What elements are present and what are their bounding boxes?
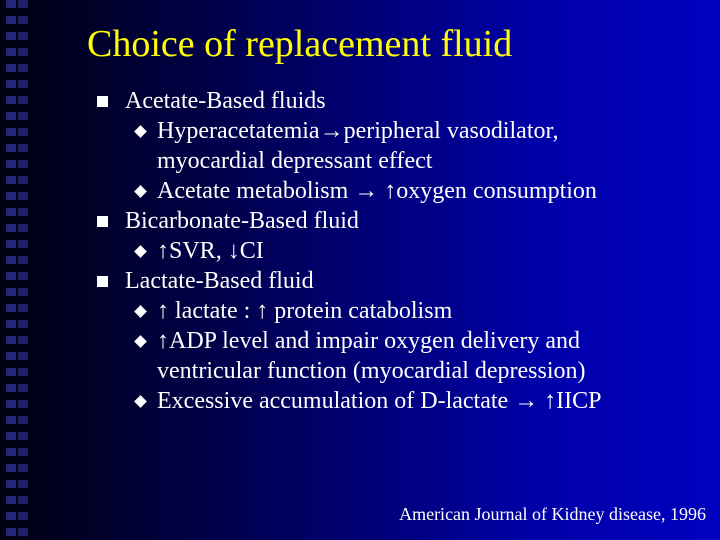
sub-bullet-text-continued: myocardial depressant effect [157, 148, 433, 174]
sub-bullet-item [157, 176, 720, 206]
sub-bullet-text: ↑SVR, ↓CI [157, 238, 264, 264]
sub-bullet-item [157, 296, 720, 326]
sub-bullet-text: ↑ lactate : ↑ protein catabolism [157, 298, 453, 324]
sub-bullet-text: Excessive accumulation of D-lactate → ↑IICP [157, 388, 602, 414]
diamond-bullet-icon [134, 335, 147, 348]
diamond-bullet-icon [134, 245, 147, 258]
bullet-item-bicarbonate [125, 206, 720, 236]
diamond-bullet-icon [134, 125, 147, 138]
bullet-text: Lactate-Based fluid [125, 268, 314, 294]
square-bullet-icon [97, 216, 108, 227]
bullet-item-acetate [125, 86, 720, 116]
diamond-bullet-icon [134, 395, 147, 408]
sub-bullet-text: ↑ADP level and impair oxygen delivery and [157, 328, 580, 354]
sub-bullet-text-continued: ventricular function (myocardial depression) [157, 358, 586, 384]
slide-content [0, 86, 720, 416]
sub-bullet-item [157, 236, 720, 266]
sub-bullet-text: Acetate metabolism → ↑oxygen consumption [157, 178, 597, 204]
diamond-bullet-icon [134, 305, 147, 318]
bullet-text: Bicarbonate-Based fluid [125, 208, 359, 234]
square-bullet-icon [97, 276, 108, 287]
citation: American Journal of Kidney disease, 1996 [399, 504, 706, 524]
bullet-text: Acetate-Based fluids [125, 88, 326, 114]
sub-bullet-item [157, 326, 720, 386]
bullet-item-lactate [125, 266, 720, 296]
sub-bullet-text: Hyperacetatemia→peripheral vasodilator, [157, 118, 559, 144]
diamond-bullet-icon [134, 185, 147, 198]
square-bullet-icon [97, 96, 108, 107]
sub-bullet-item [157, 386, 720, 416]
sub-bullet-item [157, 116, 720, 176]
slide-title: Choice of replacement fluid [87, 23, 513, 65]
